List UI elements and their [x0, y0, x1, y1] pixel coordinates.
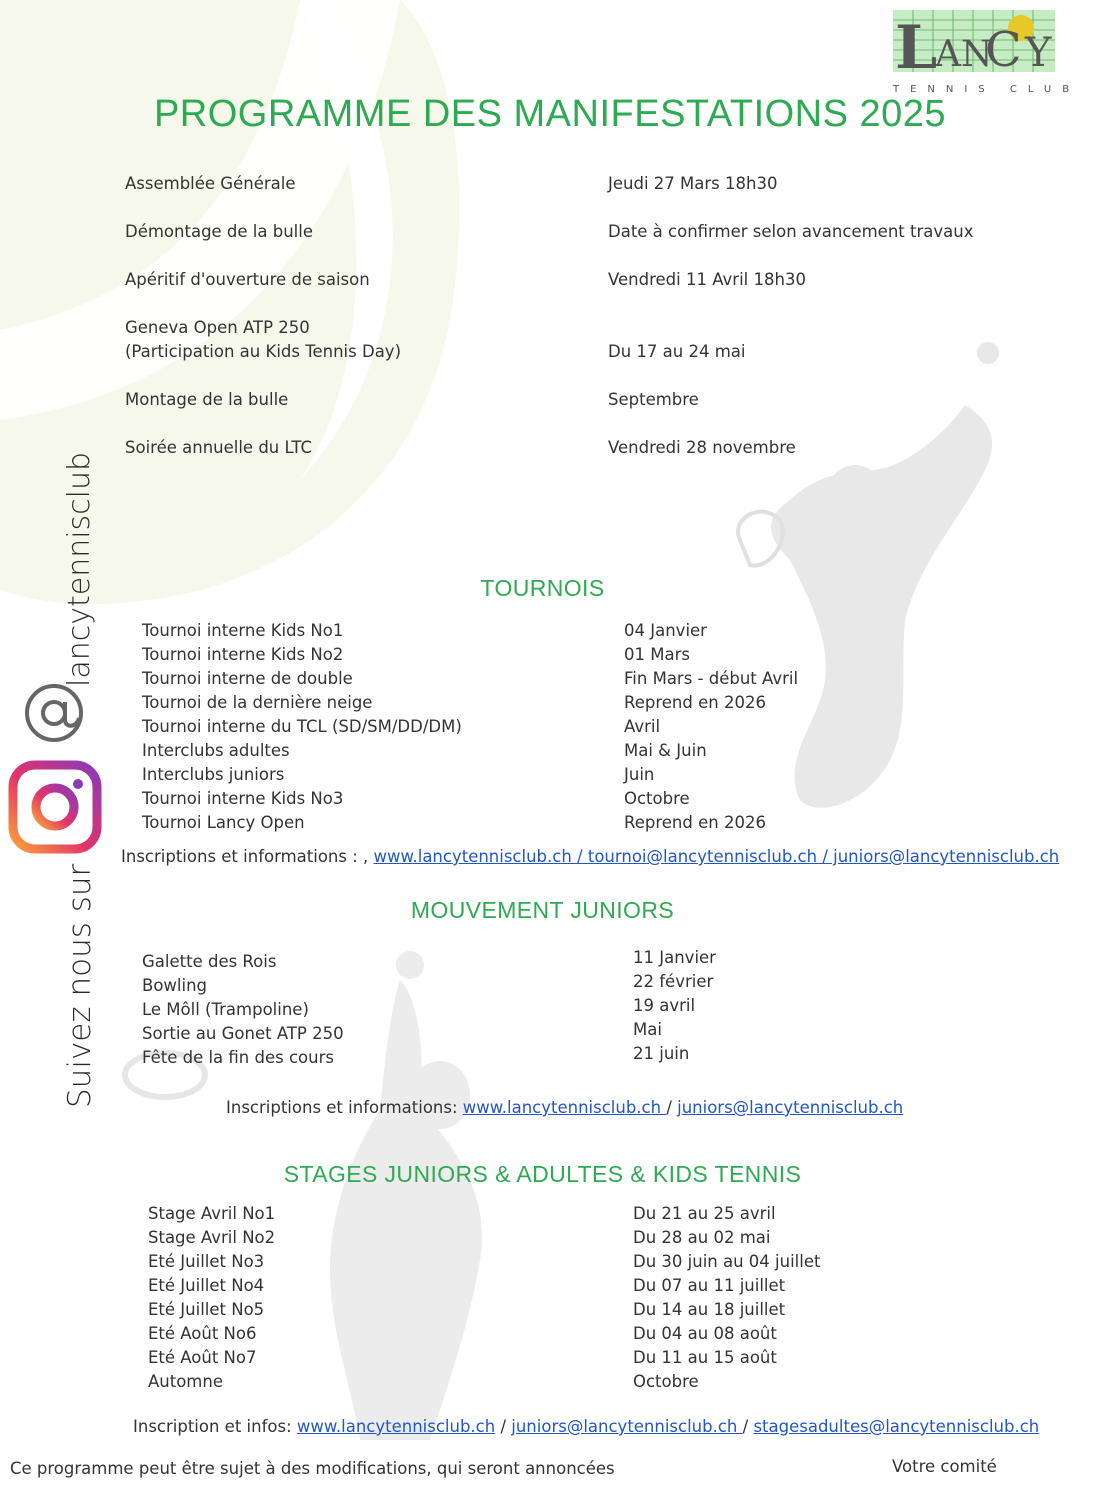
- svg-text:TENNIS CLUB: TENNIS CLUB: [893, 84, 1081, 95]
- list-item: Automne: [148, 1372, 223, 1391]
- list-item-date: 11 Janvier: [633, 948, 716, 967]
- juniors-dates: [633, 946, 716, 1066]
- list-item-date: Du 11 au 15 août: [633, 1348, 777, 1367]
- stages-dates: [633, 1202, 820, 1394]
- lancy-tennis-club-logo: [893, 0, 1081, 100]
- event-date: Vendredi 11 Avril 18h30: [608, 270, 806, 289]
- list-item-date: Du 30 juin au 04 juillet: [633, 1252, 821, 1271]
- list-item-date: Du 07 au 11 juillet: [633, 1276, 786, 1295]
- list-item: Tournoi interne du TCL (SD/SM/DD/DM): [142, 717, 462, 736]
- juniors-email-link[interactable]: juniors@lancytennisclub.ch: [677, 1098, 904, 1117]
- link-separator[interactable]: /: [577, 847, 583, 866]
- list-item: Tournoi de la dernière neige: [142, 693, 373, 712]
- juniors-email-link[interactable]: juniors@lancytennisclub.ch: [511, 1417, 743, 1436]
- list-item-date: Mai & Juin: [624, 741, 707, 760]
- event-date: Date à confirmer selon avancement travaux: [608, 222, 974, 241]
- list-item: Tournoi interne Kids No1: [142, 621, 344, 640]
- juniors-info: [226, 1098, 903, 1117]
- svg-text:C: C: [985, 22, 1022, 78]
- link-separator: /: [742, 1417, 754, 1436]
- juniors-heading: MOUVEMENT JUNIORS: [410, 897, 675, 923]
- website-link[interactable]: www.lancytennisclub.ch: [373, 847, 578, 866]
- list-item: Eté Juillet No5: [148, 1300, 265, 1319]
- list-item: Eté Juillet No4: [148, 1276, 265, 1295]
- list-item-date: 22 février: [633, 972, 714, 991]
- list-item-date: Reprend en 2026: [624, 813, 766, 832]
- list-item-date: Du 04 au 08 août: [633, 1324, 777, 1343]
- list-item-date: Juin: [624, 765, 655, 784]
- svg-text:AN: AN: [935, 34, 993, 75]
- info-prefix: Inscriptions et informations : ,: [121, 847, 374, 866]
- stages-labels: [148, 1202, 275, 1394]
- info-prefix: Inscriptions et informations:: [226, 1098, 463, 1117]
- link-separator: /: [666, 1098, 678, 1117]
- list-item-date: Octobre: [633, 1372, 699, 1391]
- event-label: Soirée annuelle du LTC: [125, 438, 313, 457]
- list-item-date: Fin Mars - début Avril: [624, 669, 799, 688]
- instagram-handle[interactable]: lancytennisclub: [62, 451, 97, 687]
- list-item: Bowling: [142, 976, 208, 995]
- juniors-labels: [142, 950, 344, 1070]
- at-sign-icon: [23, 682, 85, 744]
- info-prefix: Inscription et infos:: [133, 1417, 297, 1436]
- instagram-icon[interactable]: [9, 761, 101, 853]
- event-date: Vendredi 28 novembre: [608, 438, 796, 457]
- tournois-info: [121, 847, 1059, 866]
- link-separator[interactable]: /: [822, 847, 828, 866]
- list-item: Tournoi interne Kids No3: [142, 789, 344, 808]
- list-item-date: Du 21 au 25 avril: [633, 1204, 776, 1223]
- event-label: Assemblée Générale: [125, 174, 296, 193]
- follow-us-text: Suivez nous sur: [62, 863, 98, 1108]
- list-item: Eté Juillet No3: [148, 1252, 265, 1271]
- event-date: Du 17 au 24 mai: [608, 342, 746, 361]
- list-item: Interclubs juniors: [142, 765, 285, 784]
- stages-heading: STAGES JUNIORS & ADULTES & KIDS TENNIS: [283, 1161, 802, 1187]
- list-item: Eté Août No6: [148, 1324, 257, 1343]
- list-item-date: Avril: [624, 717, 661, 736]
- list-item-date: Mai: [633, 1020, 662, 1039]
- list-item: Le Môll (Trampoline): [142, 1000, 309, 1019]
- event-date: Septembre: [608, 390, 699, 409]
- list-item-date: Octobre: [624, 789, 690, 808]
- list-item: Eté Août No7: [148, 1348, 257, 1367]
- event-label: Apéritif d'ouverture de saison: [125, 270, 370, 289]
- list-item-date: 04 Janvier: [624, 621, 707, 640]
- list-item-date: Du 14 au 18 juillet: [633, 1300, 786, 1319]
- event-label: Geneva Open ATP 250: [125, 318, 310, 337]
- page-title: PROGRAMME DES MANIFESTATIONS 2025: [153, 93, 947, 135]
- list-item-date: 01 Mars: [624, 645, 690, 664]
- list-item: Tournoi interne Kids No2: [142, 645, 344, 664]
- juniors-email-link[interactable]: juniors@lancytennisclub.ch: [827, 847, 1060, 866]
- svg-text:L: L: [895, 13, 938, 83]
- stages-info: [133, 1417, 1039, 1436]
- tournoi-email-link[interactable]: tournoi@lancytennisclub.ch: [582, 847, 823, 866]
- event-label: Démontage de la bulle: [125, 222, 313, 241]
- list-item: Tournoi Lancy Open: [142, 813, 305, 832]
- link-separator: /: [495, 1417, 512, 1436]
- tournois-labels: [142, 619, 462, 835]
- event-label: Montage de la bulle: [125, 390, 289, 409]
- list-item: Sortie au Gonet ATP 250: [142, 1024, 344, 1043]
- list-item: Galette des Rois: [142, 952, 277, 971]
- list-item: Stage Avril No2: [148, 1228, 276, 1247]
- list-item-date: 21 juin: [633, 1044, 690, 1063]
- event-date: Jeudi 27 Mars 18h30: [608, 174, 778, 193]
- footer-signature: Votre comité: [892, 1457, 997, 1476]
- list-item-date: Reprend en 2026: [624, 693, 766, 712]
- list-item: Stage Avril No1: [148, 1204, 276, 1223]
- tournois-heading: TOURNOIS: [480, 575, 605, 601]
- website-link[interactable]: www.lancytennisclub.ch: [296, 1417, 496, 1436]
- list-item: Tournoi interne de double: [142, 669, 353, 688]
- list-item: Interclubs adultes: [142, 741, 290, 760]
- tournois-dates: [624, 619, 798, 835]
- stages-adultes-email-link[interactable]: stagesadultes@lancytennisclub.ch: [753, 1417, 1040, 1436]
- list-item-date: Du 28 au 02 mai: [633, 1228, 771, 1247]
- website-link[interactable]: www.lancytennisclub.ch: [462, 1098, 667, 1117]
- list-item-date: 19 avril: [633, 996, 696, 1015]
- svg-text:Y: Y: [1025, 30, 1052, 76]
- event-label-line2: (Participation au Kids Tennis Day): [125, 342, 402, 361]
- footer-disclaimer: Ce programme peut être sujet à des modifications, qui seront annoncées: [10, 1459, 615, 1478]
- list-item: Fête de la fin des cours: [142, 1048, 334, 1067]
